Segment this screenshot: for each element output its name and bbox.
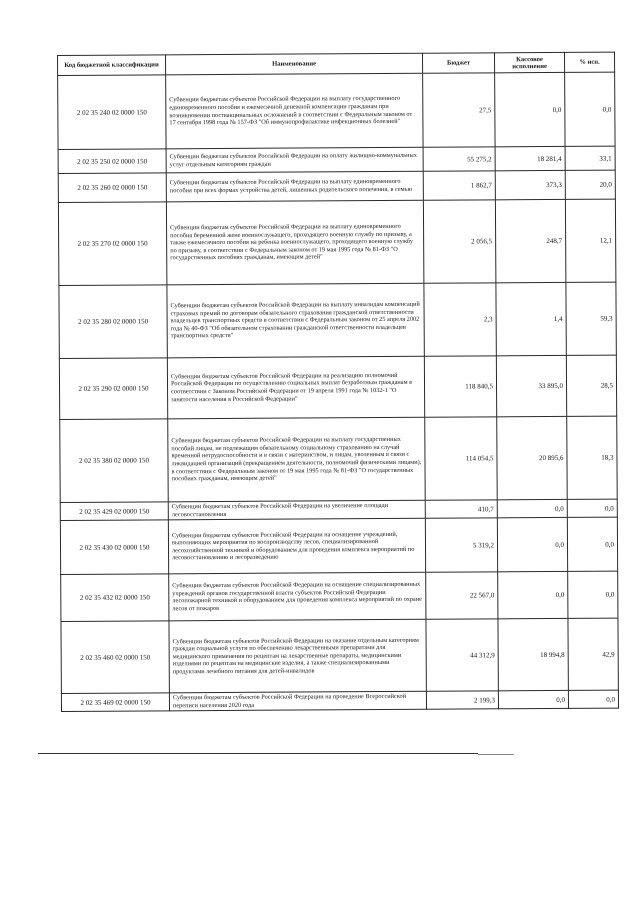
table-row <box>59 355 616 419</box>
name-cell: Субвенции бюджетам субъектов Российской Федерации на выплату государственного единовременного пособия и ежемесячной денежной компенсации гражданам при возникновении поствакцинальных осложнений в соответствии с Федеральным законом от 17 сентября 1998 года № 157-ФЗ "Об иммунопрофилактике инфекционных болезней" <box>166 73 423 149</box>
budget-cell: 410,7 <box>425 500 497 519</box>
percent-cell: 12,1 <box>565 199 616 282</box>
name-cell: Субвенции бюджетам субъектов Российской Федерации на оснащение учреждений, выполняющих мероприятия по воспроизводству лесов, специализированной лесохозяйственной техникой и оборудованием для проведения комплекса мероприятий по лесовосстановлению и лесоразведению <box>168 518 425 574</box>
budget-cell: 55 275,2 <box>423 147 495 171</box>
cash-cell: 33 895,0 <box>496 355 566 416</box>
cash-cell: 0,0 <box>497 518 567 572</box>
cash-cell: 18 994,8 <box>498 619 568 691</box>
table-row <box>59 282 616 358</box>
code-cell: 2 02 35 380 02 0000 150 <box>60 419 169 503</box>
code-cell: 2 02 35 429 02 0000 150 <box>60 502 168 521</box>
name-cell: Субвенции бюджетам субъектов Российской Федерации на реализацию полномочий Российской Федерации по осуществлению социальных выплат безработным гражданам в соответствии с Законом Российской Федерации от 19 апреля 1991 года № 1032-1 "О занятости населения в Российской Федерации" <box>167 356 424 419</box>
table-row <box>58 72 615 149</box>
code-cell: 2 02 35 280 02 0000 150 <box>59 285 167 359</box>
cash-cell: 248,7 <box>495 199 566 282</box>
header-cash: Кассовое исполнение <box>494 52 564 72</box>
percent-cell: 0,0 <box>568 690 618 708</box>
budget-cell: 27,5 <box>423 73 495 147</box>
header-name: Наименование <box>166 53 423 75</box>
budget-table <box>57 52 619 713</box>
code-cell: 2 02 35 290 02 0000 150 <box>59 358 167 420</box>
name-cell: Субвенции бюджетам субъектов Российской Федерации на оказание отдельным категориям граждан социальной услуги по обеспечению лекарственными препаратами для медицинского применения по рецептам на лекарственные препараты, медицинскими изделиями по рецептам на медицинские изделия, а также специализированными продуктами лечебного питания для детей-инвалидов <box>169 619 426 693</box>
budget-cell: 5 319,2 <box>425 518 497 572</box>
budget-cell: 2 056,5 <box>423 200 496 283</box>
percent-cell: 42,9 <box>568 618 618 690</box>
header-percent: % исп. <box>564 52 614 72</box>
percent-cell: 0,0 <box>568 571 618 618</box>
cash-cell: 373,3 <box>495 170 565 199</box>
percent-cell: 20,0 <box>565 170 615 199</box>
percent-cell: 18,3 <box>567 416 618 499</box>
cash-cell: 18 281,4 <box>495 146 565 170</box>
name-cell: Субвенции бюджетам субъектов Российской Федерации на проведение Всероссийской переписи населения 2020 года <box>169 691 426 711</box>
code-cell: 2 02 35 270 02 0000 150 <box>58 202 167 286</box>
cash-cell: 20 895,6 <box>497 416 568 499</box>
code-cell: 2 02 35 430 02 0000 150 <box>60 520 168 575</box>
code-cell: 2 02 35 250 02 0000 150 <box>58 149 166 174</box>
table-row <box>60 517 617 574</box>
code-cell: 2 02 35 240 02 0000 150 <box>58 75 166 150</box>
table-row <box>61 618 618 693</box>
page-bottom-rule <box>38 753 478 754</box>
budget-cell: 2,3 <box>424 283 496 356</box>
table-row <box>61 690 618 712</box>
table-row <box>58 170 615 202</box>
percent-cell: 0,0 <box>567 499 617 517</box>
code-cell: 2 02 35 260 02 0000 150 <box>58 173 166 203</box>
name-cell: Субвенции бюджетам субъектов Российской Федерации на выплату инвалидам компенсаций страховых премий по договорам обязательного страхования гражданской ответственности владельцев транспортных средств в соответствии с Федеральным законом от 25 апреля 2002 года № 40-ФЗ "Об обязательном страховании гражданской ответственности владельцев транспортных средств" <box>167 283 424 358</box>
percent-cell: 59,3 <box>566 282 616 355</box>
name-cell: Субвенции бюджетам субъектов Российской Федерации на оснащение специализированных учреждений органов государственной власти субъектов Российской Федерации лесопожарной техникой и оборудованием для проведения комплекса мероприятий по охране лесов от пожаров <box>169 572 426 621</box>
code-cell: 2 02 35 432 02 0000 150 <box>61 574 169 622</box>
table-row <box>60 416 617 502</box>
name-cell: Субвенции бюджетам субъектов Российской Федерации на выплату единовременного пособия при всех формах устройства детей, лишенных родительского попечения, в семью <box>166 171 423 202</box>
header-budget: Бюджет <box>422 53 494 73</box>
name-cell: Субвенции бюджетам субъектов Российской Федерации на увеличение площади лесовосстановления <box>168 500 425 520</box>
budget-cell: 1 862,7 <box>423 171 495 200</box>
table-row <box>58 199 615 285</box>
table-row <box>58 146 615 173</box>
budget-cell: 44 312,9 <box>426 619 498 691</box>
budget-cell: 22 567,0 <box>426 572 498 619</box>
cash-cell: 0,0 <box>495 72 565 146</box>
percent-cell: 0,0 <box>565 72 615 146</box>
code-cell: 2 02 35 469 02 0000 150 <box>61 693 169 712</box>
cash-cell: 1,4 <box>496 282 566 355</box>
budget-cell: 2 199,3 <box>426 691 498 710</box>
cash-cell: 0,0 <box>498 691 568 710</box>
header-code: Код бюджетной классификации <box>58 55 166 76</box>
name-cell: Субвенции бюджетам субъектов Российской Федерации на оплату жилищно-коммунальных услуг отдельным категориям граждан <box>166 147 423 173</box>
code-cell: 2 02 35 460 02 0000 150 <box>61 621 169 694</box>
percent-cell: 33,1 <box>565 146 615 170</box>
cash-cell: 0,0 <box>498 572 568 619</box>
budget-cell: 114 054,5 <box>425 417 498 500</box>
page-bottom-rule-faint <box>478 754 514 755</box>
percent-cell: 28,5 <box>566 355 616 416</box>
table-row <box>61 571 618 621</box>
name-cell: Субвенции бюджетам субъектов Российской Федерации на выплату единовременного пособия беременной жене военнослужащего, проходящего военную службу по призыву, а также ежемесячного пособия на ребенка военнослужащего, проходящего военную службу по призыву, в соответствии с Федеральным законом от 19 мая 1995 года № 81-ФЗ "О государственных пособиях гражданам, имеющим детей" <box>166 200 424 285</box>
budget-cell: 118 840,5 <box>424 356 496 417</box>
cash-cell: 0,0 <box>497 499 567 518</box>
table-body <box>58 72 619 712</box>
name-cell: Субвенции бюджетам субъектов Российской Федерации на выплату государственных пособий лицам, не подлежащим обязательному социальному страхованию на случай временной нетрудоспособности и в связи с материнством, и лицам, уволенным в связи с ликвидацией организаций (прекращением деятельности, полномочий физическими лицами), в соответствии с Федеральным законом от 19 мая 1995 года № 81-ФЗ "О государственных пособиях гражданам, имеющим детей" <box>168 417 426 502</box>
percent-cell: 0,0 <box>567 517 617 571</box>
